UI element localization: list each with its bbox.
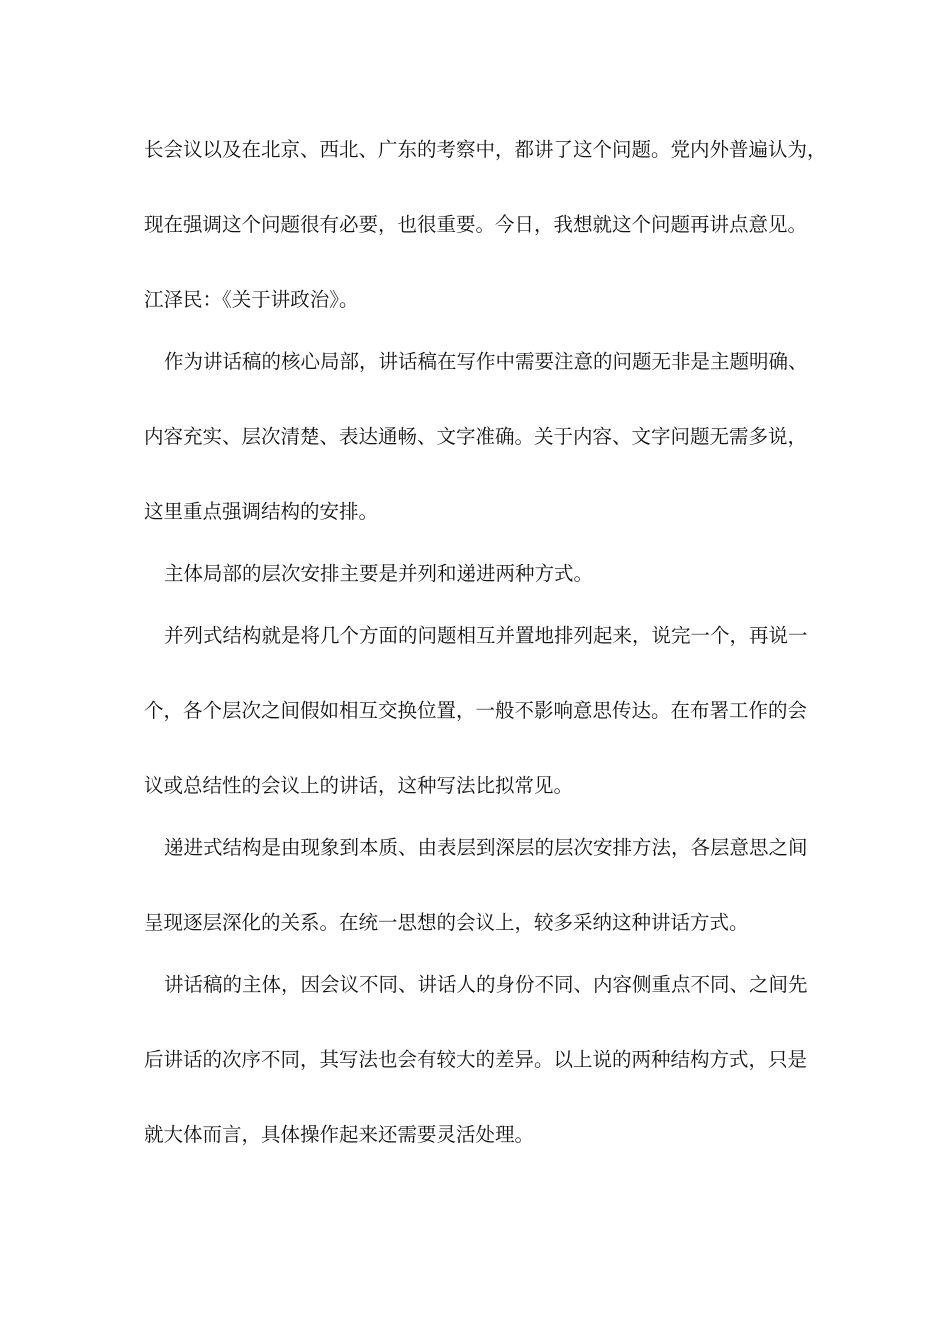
text-line: 呈现逐层深化的关系。在统一思想的会议上，较多采纳这种讲话方式。 bbox=[144, 911, 749, 934]
citation-line: 江泽民：《关于讲政治》。 bbox=[144, 288, 359, 311]
paragraph-start-line: 并列式结构就是将几个方面的问题相互并置地排列起来，说完一个，再说一 bbox=[164, 624, 808, 647]
paragraph-start-line: 主体局部的层次安排主要是并列和递进两种方式。 bbox=[164, 562, 594, 585]
text-line: 个，各个层次之间假如相互交换位置，一般不影响意思传达。在布署工作的会 bbox=[144, 699, 808, 722]
paragraph-start-line: 递进式结构是由现象到本质、由表层到深层的层次安排方法，各层意思之间 bbox=[164, 836, 808, 859]
text-line: 内容充实、层次清楚、表达通畅、文字准确。关于内容、文字问题无需多说， bbox=[144, 425, 808, 448]
text-line: 长会议以及在北京、西北、广东的考察中，都讲了这个问题。党内外普遍认为， bbox=[144, 138, 827, 161]
text-line: 议或总结性的会议上的讲话，这种写法比拟常见。 bbox=[144, 774, 574, 797]
paragraph-start-line: 讲话稿的主体，因会议不同、讲话人的身份不同、内容侧重点不同、之间先 bbox=[164, 973, 808, 996]
text-line: 这里重点强调结构的安排。 bbox=[144, 500, 379, 523]
text-line: 就大体而言，具体操作起来还需要灵活处理。 bbox=[144, 1123, 535, 1146]
text-line: 后讲话的次序不同，其写法也会有较大的差异。以上说的两种结构方式，只是 bbox=[144, 1048, 808, 1071]
paragraph-start-line: 作为讲话稿的核心局部，讲话稿在写作中需要注意的问题无非是主题明确、 bbox=[164, 350, 808, 373]
text-line: 现在强调这个问题很有必要，也很重要。今日，我想就这个问题再讲点意见。 bbox=[144, 213, 808, 236]
